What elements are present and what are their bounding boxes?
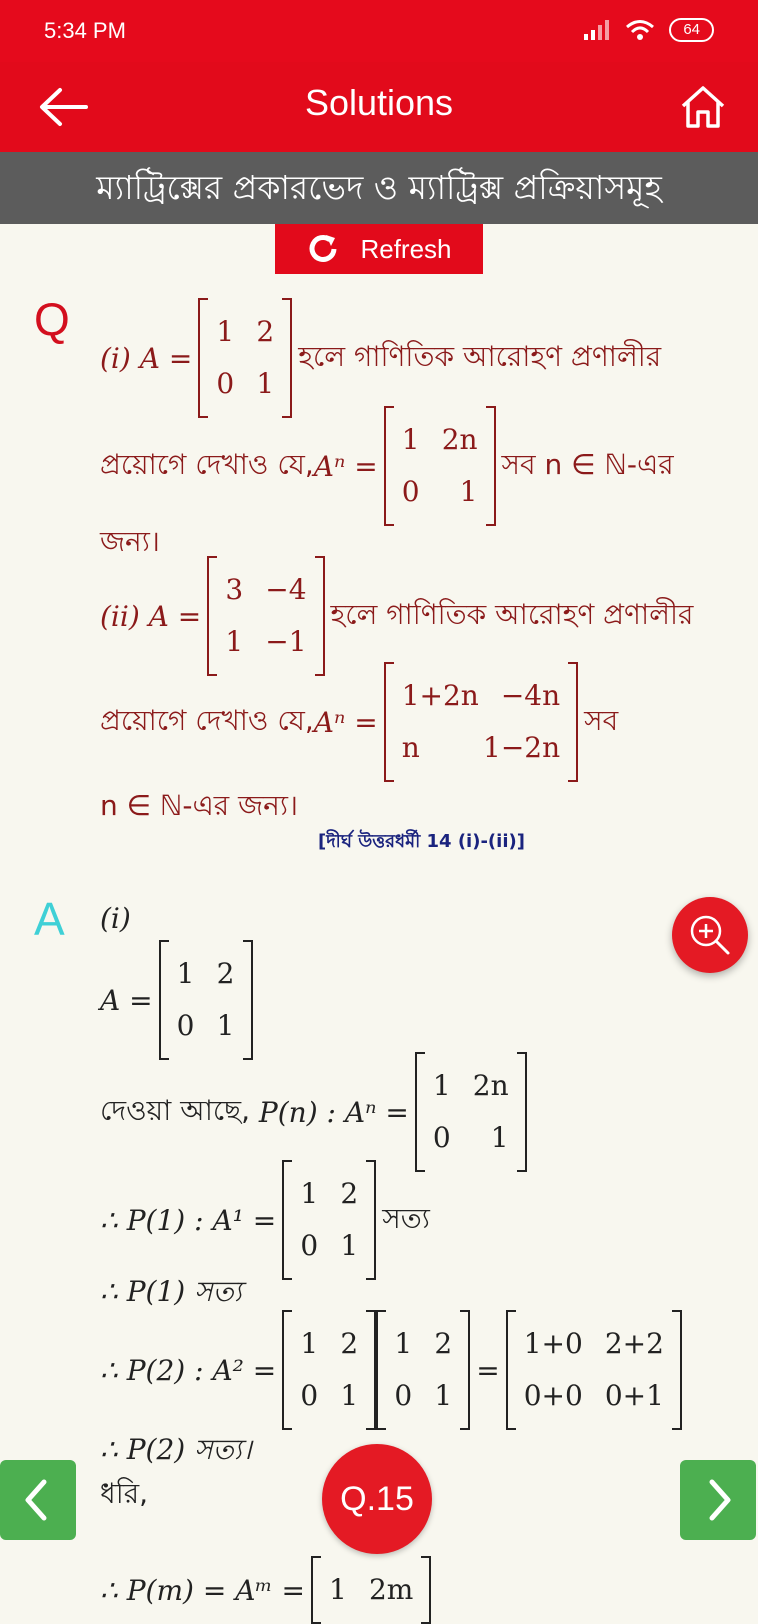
chevron-left-icon (0, 1460, 76, 1540)
status-icons (583, 18, 714, 42)
status-time: 5:34 PM (44, 18, 126, 43)
matrix-p2c: 1+0 2+2 0+0 0+1 (506, 1310, 682, 1430)
answer-line-6: ∴ P(2) সত্য। (100, 1433, 252, 1466)
next-button[interactable] (680, 1460, 756, 1540)
matrix-an1: 1 2n 0 1 (384, 406, 496, 526)
page-title: Solutions (304, 82, 454, 123)
signal-icon (583, 20, 611, 40)
answer-line-4: ∴ P(1) সত্য (100, 1275, 242, 1308)
matrix-ans-a: 1 2 0 1 (159, 940, 253, 1060)
refresh-button[interactable] (275, 224, 483, 274)
chapter-title: ম্যাট্রিক্সের প্রকারভেদ ও ম্যাট্রিক্স প্রক্রিয়াসমূহ (0, 152, 758, 224)
question-line-3: জন্য। (100, 525, 160, 558)
question-line-6: n ∈ ℕ-এর জন্য। (100, 789, 298, 822)
question-number-badge[interactable]: Q.15 (322, 1444, 432, 1554)
answer-line-3: ∴ P(1) : A¹ = 1 2 0 1 সত্য (100, 1160, 430, 1280)
question-line-4: (ii) A = 3 −4 1 −1 হলে গাণিতিক আরোহণ প্রণালীর (100, 556, 693, 676)
chevron-right-icon (680, 1460, 756, 1540)
matrix-pn: 1 2n 0 1 (415, 1052, 527, 1172)
matrix-p2a: 1 2 0 1 (282, 1310, 376, 1430)
zoom-in-icon (672, 897, 748, 973)
matrix-p1: 1 2 0 1 (282, 1160, 376, 1280)
matrix-a1: 1 2 0 1 (198, 298, 292, 418)
answer-part: (i) (100, 902, 131, 935)
answer-line-8: ∴ P(m) = Aᵐ = 1 2m (100, 1556, 437, 1624)
question-line-5: প্রয়োগে দেখাও যে, Aⁿ = 1+2n −4n n 1−2n সব (100, 662, 618, 782)
zoom-button[interactable] (672, 897, 748, 973)
refresh-label: Refresh (360, 233, 452, 264)
question-reference: [দীর্ঘ উত্তরধর্মী 14 (i)-(ii)] (318, 831, 525, 852)
answer-marker: A (34, 893, 65, 945)
answer-line-2: দেওয়া আছে, P(n) : Aⁿ = 1 2n 0 1 (100, 1052, 533, 1172)
answer-line-7: ধরি, (100, 1477, 149, 1510)
question-line-1: (i) A = 1 2 0 1 হলে গাণিতিক আরোহণ প্রণালীর (100, 298, 661, 418)
question-marker: Q (34, 293, 70, 345)
answer-line-5: ∴ P(2) : A² = 1 2 0 1 1 2 0 1 = 1+0 2+2 0+0 0+1 (100, 1310, 688, 1430)
wifi-icon (625, 19, 655, 41)
previous-button[interactable] (0, 1460, 76, 1540)
answer-line-1: A = 1 2 0 1 (100, 940, 259, 1060)
status-bar (0, 0, 758, 62)
matrix-a2: 3 −4 1 −1 (207, 556, 324, 676)
matrix-p2b: 1 2 0 1 (376, 1310, 470, 1430)
app-bar (0, 62, 758, 152)
refresh-icon (306, 232, 340, 266)
home-icon[interactable] (678, 82, 728, 132)
battery-indicator: 64 (669, 18, 714, 42)
question-line-2: প্রয়োগে দেখাও যে, Aⁿ = 1 2n 0 1 সব n ∈ ℕ-এর (100, 406, 674, 526)
matrix-pm: 1 2m (311, 1556, 431, 1624)
matrix-an2: 1+2n −4n n 1−2n (384, 662, 578, 782)
